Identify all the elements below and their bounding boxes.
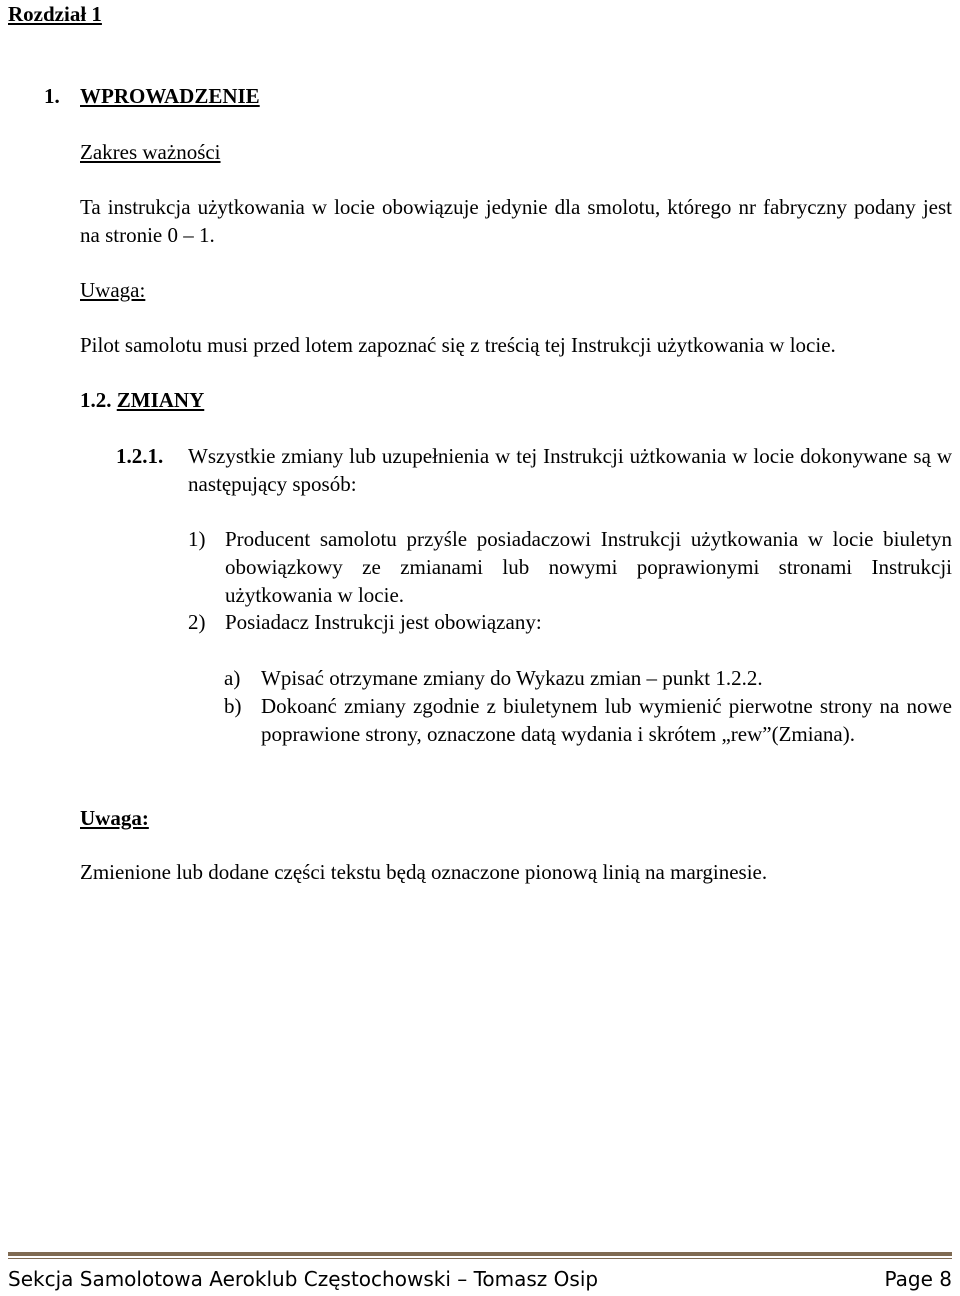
subsection-text: Wszystkie zmiany lub uzupełnienia w tej Instrukcji użtkowania w locie dokonywane są w następujący sposób:	[188, 444, 952, 496]
footer-text: Sekcja Samolotowa Aeroklub Częstochowski – Tomasz Osip	[8, 1267, 599, 1291]
note-text: Pilot samolotu musi przed lotem zapoznać się z treścią tej Instrukcji użytkowania w locie.	[80, 333, 836, 357]
list-item	[188, 608, 952, 636]
section-heading-1	[44, 82, 260, 110]
footer-rule-thin	[8, 1258, 952, 1259]
section-heading-2	[80, 386, 204, 414]
list-item	[188, 525, 952, 609]
scope-heading: Zakres ważności	[80, 140, 221, 164]
section-number: 1.	[44, 84, 60, 108]
subsection-number: 1.2.1.	[116, 444, 164, 468]
sublist-item-text: Wpisać otrzymane zmiany do Wykazu zmian – punkt 1.2.2.	[261, 666, 763, 690]
list-marker: 1)	[188, 527, 206, 551]
section-number: 1.2.	[80, 388, 112, 412]
page-number: Page 8	[884, 1267, 952, 1291]
note-text: Zmienione lub dodane części tekstu będą oznaczone pionową linią na marginesie.	[80, 860, 768, 884]
section-title: WPROWADZENIE	[80, 84, 260, 108]
sublist-item	[224, 692, 952, 748]
note-label: Uwaga:	[80, 278, 146, 302]
scope-paragraph: Ta instrukcja użytkowania w locie obowiązuje jedynie dla smolotu, którego nr fabryczny podany jest na stronie 0 – 1.	[80, 195, 952, 247]
list-item-text: Posiadacz Instrukcji jest obowiązany:	[225, 610, 542, 634]
sublist-marker: b)	[224, 694, 242, 718]
sublist-marker: a)	[224, 666, 241, 690]
section-title: ZMIANY	[116, 388, 205, 412]
note-label: Uwaga:	[80, 806, 149, 830]
footer-rule	[8, 1252, 952, 1256]
chapter-heading: Rozdział 1	[8, 2, 102, 26]
list-item-text: Producent samolotu przyśle posiadaczowi Instrukcji użytkowania w locie biuletyn obowiązkowy ze zmianami lub nowymi poprawionymi stronami Instrukcji użytkowania w locie.	[225, 527, 952, 607]
sublist-item	[224, 664, 952, 692]
list-marker: 2)	[188, 610, 206, 634]
sublist-item-text: Dokoanć zmiany zgodnie z biuletynem lub wymienić pierwotne strony na nowe poprawione strony, oznaczone datą wydania i skrótem „rew”(Zmiana).	[261, 694, 952, 746]
